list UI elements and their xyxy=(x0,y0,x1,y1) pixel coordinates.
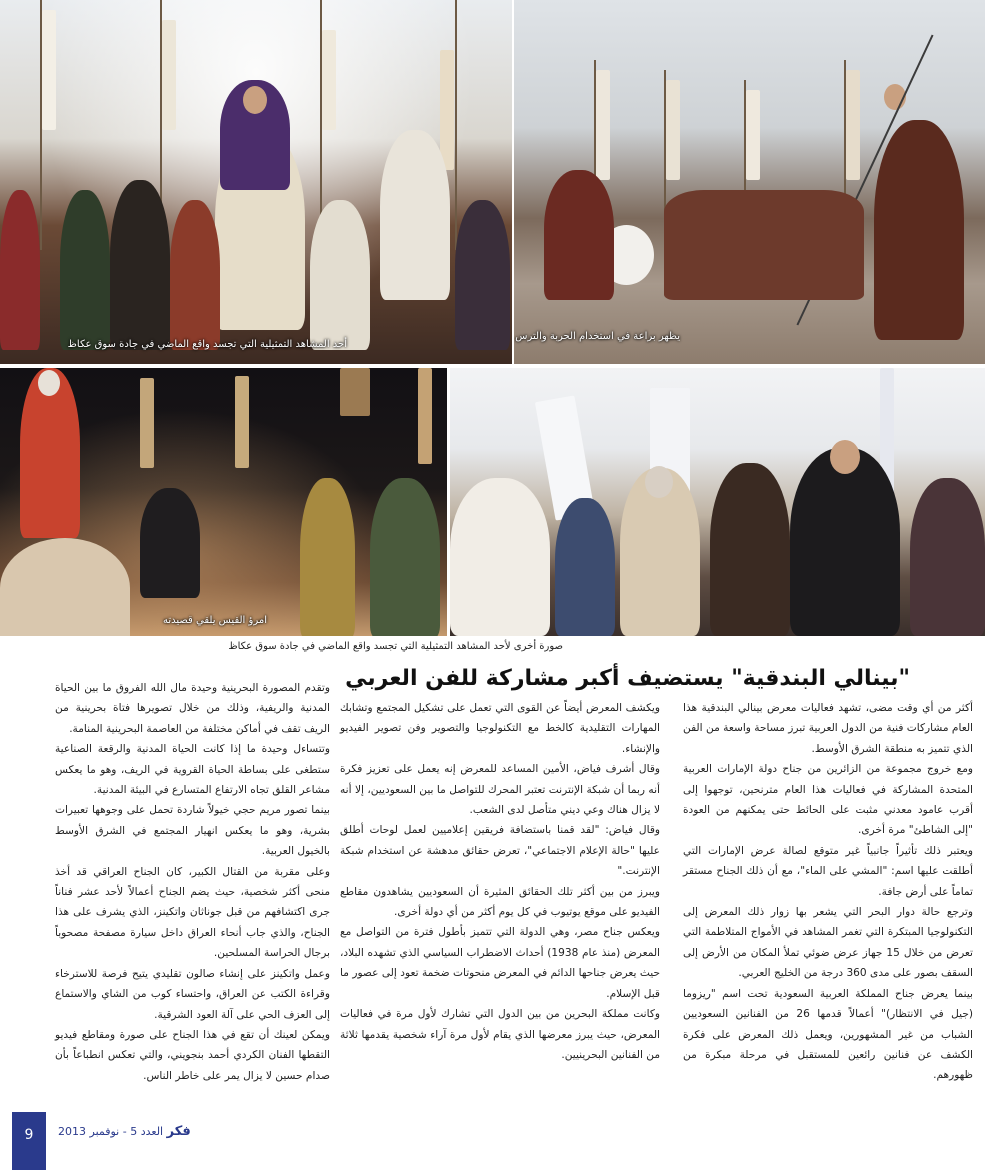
banner-flag xyxy=(235,376,249,468)
paragraph: ومع خروج مجموعة من الزائرين من جناح دولة الإمارات العربية المتحدة المشاركة في فعاليات هذا العام مترنحين، توجهوا إلى أقرب عامود معدني مثبت على الحائط حتى يمكنهم من العودة "إلى الشاطئ" مرة أخرى. xyxy=(683,763,973,837)
actor-figure xyxy=(140,488,200,598)
issue-date: العدد 5 - نوفمبر 2013 xyxy=(58,1125,164,1138)
footer-issue-info xyxy=(58,1124,191,1139)
paragraph: ويمكن لعينك أن تقع في هذا الجناح على صورة ومقاطع فيديو التقطها الفنان الكردي أحمد بنجويني، والتي تعكس انطباعاً بأن صدام حسين لا يزال يمر على خاطر الناس. xyxy=(55,1028,330,1082)
magazine-logo: فكر xyxy=(166,1124,191,1139)
banner-flag xyxy=(666,80,680,180)
paragraph: ويبرز من بين أكثر تلك الحقائق المثيرة أن السعوديين يشاهدون مقاطع الفيديو على موقع يوتيوب في كل يوم أكثر من أي دولة أخرى. xyxy=(340,885,660,919)
page-number: 9 xyxy=(12,1112,46,1170)
paragraph: وقال فياض: "لقد قمنا باستضافة فريقين إعلاميين لعمل لوحات أطلق عليها "حالة الإعلام الاجتماعي"، تعرض حقائق مدهشة عن استخدام شبكة الإنترنت." xyxy=(340,824,660,878)
article-headline: "بينالي البندقية" يستضيف أكبر مشاركة للفن العربي xyxy=(345,666,910,691)
crowd-figure xyxy=(455,200,510,350)
man-head xyxy=(645,466,673,498)
paragraph: ويعتبر ذلك تأثيراً جانبياً غير متوقع لصالة عرض الإمارات التي أطلقت عليها اسم: "المشي على الماء"، مع أن ذلك الجناح مستقر تماماً على أرض جافة. xyxy=(683,844,973,898)
crowd-figure xyxy=(0,190,40,350)
poet-head xyxy=(38,370,60,396)
banner-flag xyxy=(846,70,860,180)
man-figure xyxy=(790,448,900,636)
banner-flag xyxy=(140,378,154,468)
paragraph: وعمل واتكينز على إنشاء صالون تقليدي يتيح فرصة للاسترخاء وقراءة الكتب عن العراق، واحتساء كوب من الشاي والاستماع إلى العزف الحي على آلة العود الشرقية. xyxy=(55,967,330,1021)
man-figure xyxy=(450,478,550,636)
man-figure xyxy=(910,478,985,636)
actor-figure xyxy=(300,478,355,636)
paragraph: وعلى مقربة من القتال الكبير، كان الجناح العراقي قد أخذ منحى أكثر شخصية، حيث يضم الجناح أعمالاً لأحد عشر فناناً جرى اكتشافهم من قبل جوناثان واتكينز، الذي يشرف على هذا الجناح، والذي جاب أنحاء العراق داخل سيارة مصفحة مصحوباً برجال الحراسة المسلحين. xyxy=(55,865,330,960)
photo-caption: صورة أخرى لأحد المشاهد التمثيلية التي تجسد واقع الماضي في جادة سوق عكاظ xyxy=(228,641,563,652)
paragraph: وتتساءل وحيدة ما إذا كانت الحياة المدنية والرقعة الصناعية ستطغى على بساطة الحياة القروية في الريف، وهو ما يعكس مشاعر القلق تجاه الارتفاع المتسارع في البيئة المدنية. xyxy=(55,743,330,797)
photo-night-performance xyxy=(0,368,447,636)
rock-shape xyxy=(0,538,130,636)
banner-flag xyxy=(162,20,176,130)
photo-camel-procession xyxy=(0,0,512,364)
banner-flag xyxy=(440,50,454,170)
paragraph: ويكشف المعرض أيضاً عن القوى التي تعمل على تشكيل المجتمع وتشابك المهارات التقليدية كالخط مع التكنولوجيا والتصوير وفن تصوير الفيديو والإنشاء. xyxy=(340,702,660,755)
paragraph: وترجع حالة دوار البحر التي يشعر بها زوار ذلك المعرض إلى التكنولوجيا المبتكرة التي تغمر المشاهد في الأمواج المتلاطمة التي تعرض من خلال 15 جهاز عرض ضوئي تملأ المكان من الأرض إلى السقف بصور على مدى 360 درجة من الخليج العربي. xyxy=(683,906,973,980)
paragraph: وقال أشرف فياض، الأمين المساعد للمعرض إنه يعمل على تعزيز فكرة أنه ربما أن شبكة الإنترنت تعتبر المحرك للتواصل ما بين السعوديين، إلا أنه لا يزال هناك وعي ديني متأصل لدى الشعب. xyxy=(340,763,660,817)
crowd-figure xyxy=(110,180,170,350)
crowd-shape xyxy=(664,190,864,300)
photo-caption: يظهر براعة في استخدام الحربة والترس xyxy=(515,331,680,342)
rider-head xyxy=(243,86,267,114)
banner-flag xyxy=(322,30,336,130)
banner-flag xyxy=(42,10,56,130)
man-figure xyxy=(555,498,615,636)
photo-caption: أحد المشاهد التمثيلية التي تجسد واقع الماضي في جادة سوق عكاظ xyxy=(67,339,347,350)
horseman-figure xyxy=(874,120,964,340)
horse-rider-figure xyxy=(380,130,450,300)
banner-flag xyxy=(340,368,370,416)
paragraph: ويعكس جناح مصر، وهي الدولة التي تتميز بأطول فترة من التواصل مع المعرض (منذ عام 1938) أحداث الاضطراب السياسي الذي تشهده البلاد، حيث يعرض جناحها الدائم في المعرض منحوتات ضخمة تعود إلى عصور ما قبل الإسلام. xyxy=(340,926,660,1000)
article-column-middle xyxy=(340,698,660,1118)
man-figure xyxy=(710,463,790,636)
crowd-figure xyxy=(170,200,220,350)
paragraph: أكثر من أي وقت مضى، تشهد فعاليات معرض بينالي البندقية هذا العام مشاركات فنية من الدول العربية تبرز مساحة واسعة من الفن الذي تتميز به منطقة الشرق الأوسط. xyxy=(683,702,973,755)
banner-flag xyxy=(746,90,760,180)
actor-figure xyxy=(370,478,440,636)
banner-flag xyxy=(418,368,432,464)
photo-caption: امرؤ القيس يلقي قصيدته xyxy=(162,615,267,626)
crowd-figure xyxy=(60,190,110,350)
photo-costumed-men xyxy=(450,368,985,636)
rider-figure xyxy=(544,170,614,300)
paragraph: وكانت مملكة البحرين من بين الدول التي تشارك لأول مرة في فعاليات المعرض، حيث يبرز معرضها الذي يقام لأول مرة آراء شخصية يقدمها ثلاثة من الفنانين البحرينيين. xyxy=(340,1008,660,1061)
banner-pole xyxy=(455,0,457,250)
photo-horseman-spear xyxy=(514,0,985,364)
article-column-right xyxy=(683,698,973,1118)
crowd-figure xyxy=(310,200,370,350)
paragraph: بينما يعرض جناح المملكة العربية السعودية تحت اسم "ريزوما (جيل في الانتظار)" أعمالاً قدمها 26 من الفنانين السعوديين الشباب من غير المشهورين، ويعمل ذلك المعرض على فكرة الكشف عن فنانين رائعين للمستقبل في مرحلة مبكرة من ظهورهم. xyxy=(683,987,973,1082)
paragraph: بينما تصور مريم حجي خيولاً شاردة تحمل على وجوهها تعبيرات بشرية، وهو ما يعكس انهيار المجتمع في الشرق الأوسط بالخيول العربية. xyxy=(55,804,330,858)
banner-flag xyxy=(596,70,610,180)
man-head xyxy=(830,440,860,474)
article-column-left xyxy=(55,678,330,1118)
paragraph: وتقدم المصورة البحرينية وحيدة مال الله الفروق ما بين الحياة المدنية والريفية، وذلك من خلال تصويرها فتاة بحرينية من الريف تقف في أماكن مختلفة من العاصمة البحرينية المنامة. xyxy=(55,682,330,735)
